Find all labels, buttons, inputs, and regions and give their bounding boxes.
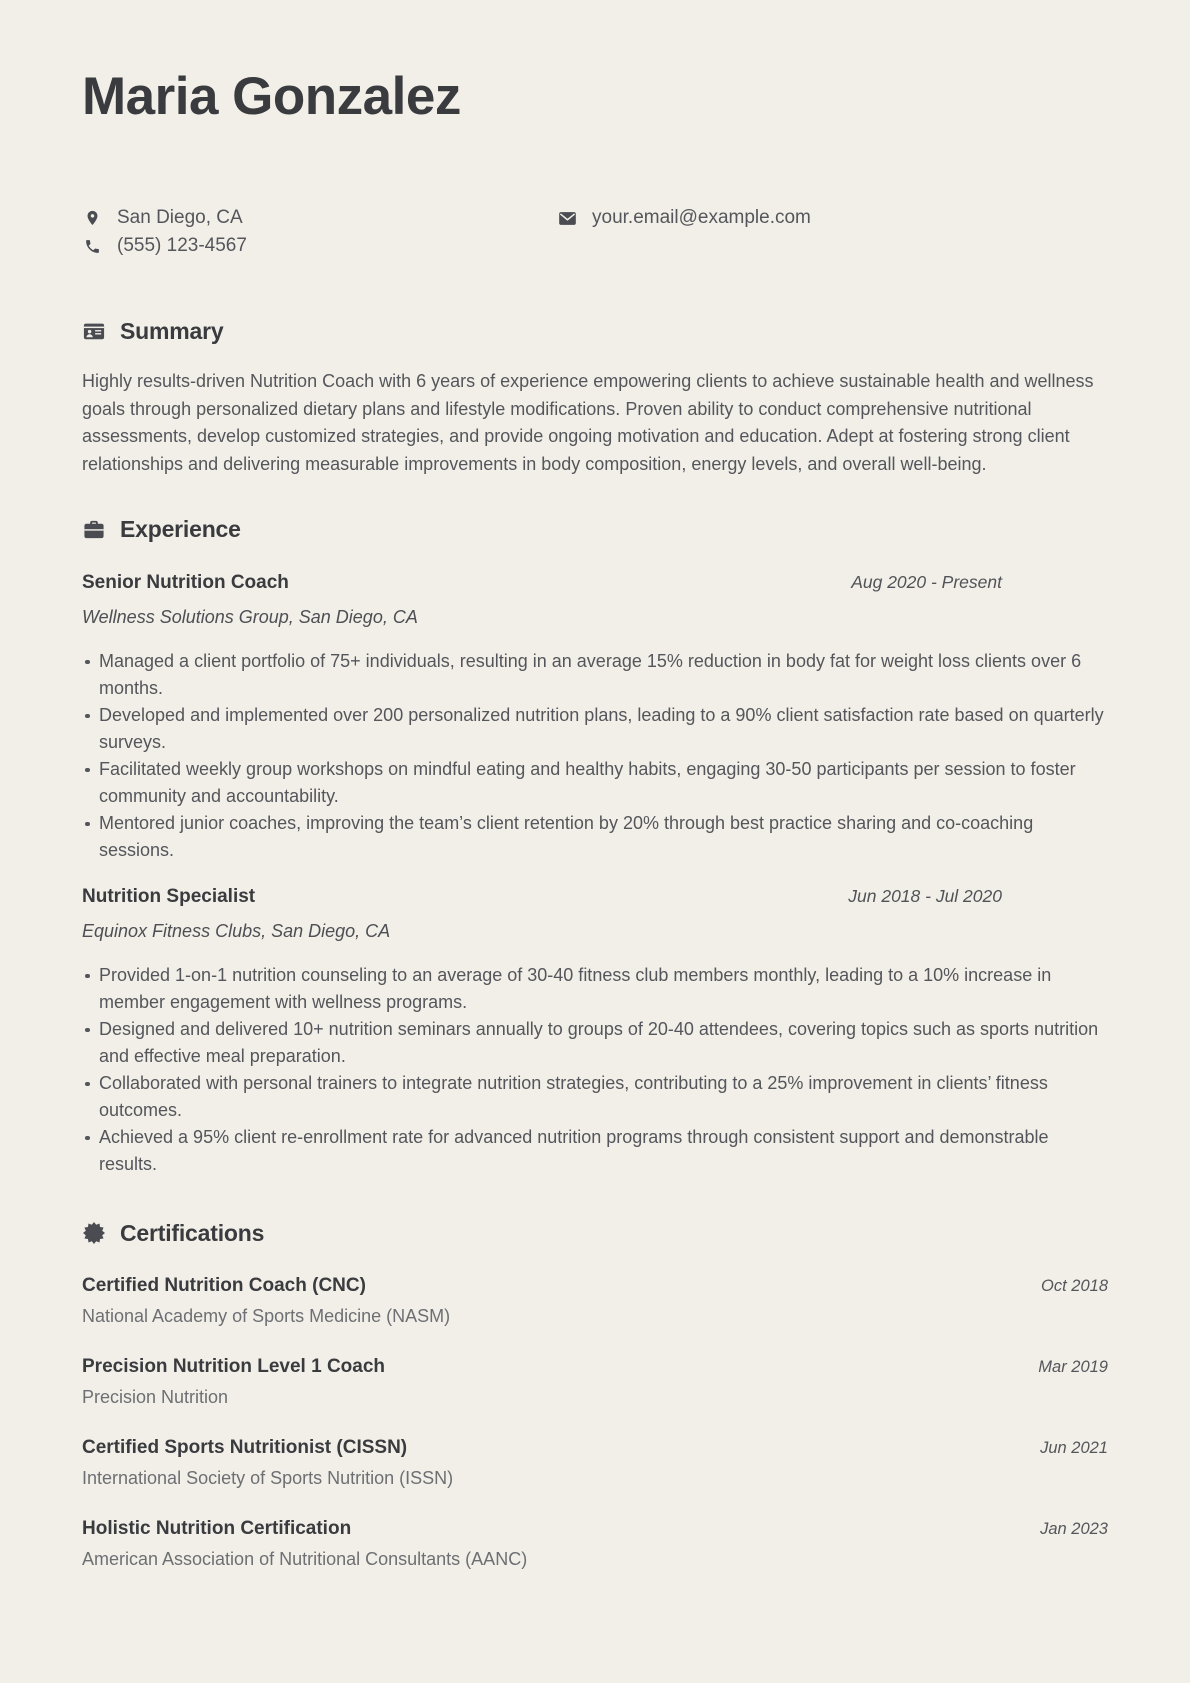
contact-location <box>82 204 557 232</box>
briefcase-icon <box>82 518 106 541</box>
job-company: Wellness Solutions Group, San Diego, CA <box>82 607 418 627</box>
certification-issuer: Precision Nutrition <box>82 1387 229 1407</box>
certifications-section-header <box>82 1218 1108 1248</box>
job-bullet: Achieved a 95% client re-enrollment rate for advanced nutrition programs through consistent support and demonstrable results. <box>82 1124 1108 1178</box>
experience-section <box>82 514 1108 1178</box>
certifications-section <box>82 1218 1108 1572</box>
certification-header <box>82 1516 1108 1541</box>
job-dates: Aug 2020 - Present <box>851 572 1002 592</box>
job-company: Equinox Fitness Clubs, San Diego, CA <box>82 921 391 941</box>
contact-column-left <box>82 204 557 260</box>
certification-name: Certified Sports Nutritionist (CISSN) <box>82 1437 408 1458</box>
certification-name: Certified Nutrition Coach (CNC) <box>82 1275 366 1296</box>
certification-entry <box>82 1435 1108 1491</box>
certification-date: Oct 2018 <box>1041 1277 1108 1295</box>
contact-email-text: your.email@example.com <box>592 207 811 228</box>
id-card-icon <box>82 320 106 342</box>
certification-entry <box>82 1354 1108 1410</box>
phone-icon <box>82 238 102 255</box>
job-entry <box>82 884 1108 1178</box>
contact-location-text: San Diego, CA <box>117 207 243 228</box>
job-entry <box>82 570 1108 864</box>
certification-issuer: International Society of Sports Nutrition (ISSN) <box>82 1468 454 1488</box>
certification-issuer: American Association of Nutritional Consultants (AANC) <box>82 1549 528 1569</box>
envelope-icon <box>557 209 577 228</box>
job-bullet: Designed and delivered 10+ nutrition seminars annually to groups of 20-40 attendees, covering topics such as sports nutrition and effective meal preparation. <box>82 1016 1108 1070</box>
summary-section <box>82 316 1108 478</box>
job-bullet: Developed and implemented over 200 personalized nutrition plans, leading to a 90% client satisfaction rate based on quarterly surveys. <box>82 702 1108 756</box>
job-title: Senior Nutrition Coach <box>82 572 289 593</box>
experience-section-header <box>82 514 1108 544</box>
certification-entry <box>82 1516 1108 1572</box>
job-bullet: Managed a client portfolio of 75+ individuals, resulting in an average 15% reduction in body fat for weight loss clients over 6 months. <box>82 648 1108 702</box>
job-bullet-list <box>82 962 1108 1178</box>
job-header <box>82 570 1108 595</box>
job-bullet-list <box>82 648 1108 864</box>
job-bullet: Provided 1-on-1 nutrition counseling to an average of 30-40 fitness club members monthly, leading to a 10% increase in member engagement with wellness programs. <box>82 962 1108 1016</box>
summary-section-title: Summary <box>120 318 224 344</box>
certification-header <box>82 1273 1108 1298</box>
job-dates: Jun 2018 - Jul 2020 <box>848 886 1002 906</box>
summary-paragraph: Highly results-driven Nutrition Coach with 6 years of experience empowering clients to achieve sustainable health and wellness goals through personalized dietary plans and lifestyle modifications. Proven ability to conduct comprehensive nutritional assessments, develop customized strategies, and provide ongoing motivation and education. Adept at fostering strong client relationships and delivering measurable improvements in body composition, energy levels, and overall well-being. <box>82 371 1094 474</box>
contact-email <box>557 204 811 232</box>
job-bullet: Mentored junior coaches, improving the team’s client retention by 20% through best practice sharing and co-coaching sessions. <box>82 810 1108 864</box>
contact-phone-text: (555) 123-4567 <box>117 235 247 256</box>
map-pin-icon <box>82 208 102 228</box>
certification-name: Precision Nutrition Level 1 Coach <box>82 1356 386 1377</box>
certification-name: Holistic Nutrition Certification <box>82 1518 352 1539</box>
job-bullet: Collaborated with personal trainers to integrate nutrition strategies, contributing to a 25% improvement in clients’ fitness outcomes. <box>82 1070 1108 1124</box>
certification-header <box>82 1435 1108 1460</box>
summary-section-header <box>82 316 1108 346</box>
certification-header <box>82 1354 1108 1379</box>
certification-date: Mar 2019 <box>1038 1358 1108 1376</box>
certification-issuer: National Academy of Sports Medicine (NASM) <box>82 1306 451 1326</box>
certification-date: Jun 2021 <box>1040 1439 1108 1457</box>
page-title: Maria Gonzalez <box>82 67 461 126</box>
certification-entry <box>82 1273 1108 1329</box>
certification-date: Jan 2023 <box>1040 1520 1108 1538</box>
job-title: Nutrition Specialist <box>82 886 256 907</box>
job-bullet: Facilitated weekly group workshops on mindful eating and healthy habits, engaging 30-50 participants per session to foster community and accountability. <box>82 756 1108 810</box>
contact-phone <box>82 232 557 260</box>
job-header <box>82 884 1108 909</box>
experience-section-title: Experience <box>120 516 241 542</box>
contact-column-right <box>557 204 811 260</box>
certifications-section-title: Certifications <box>120 1220 265 1246</box>
certificate-seal-icon <box>82 1221 106 1245</box>
contact-block <box>82 204 1108 260</box>
